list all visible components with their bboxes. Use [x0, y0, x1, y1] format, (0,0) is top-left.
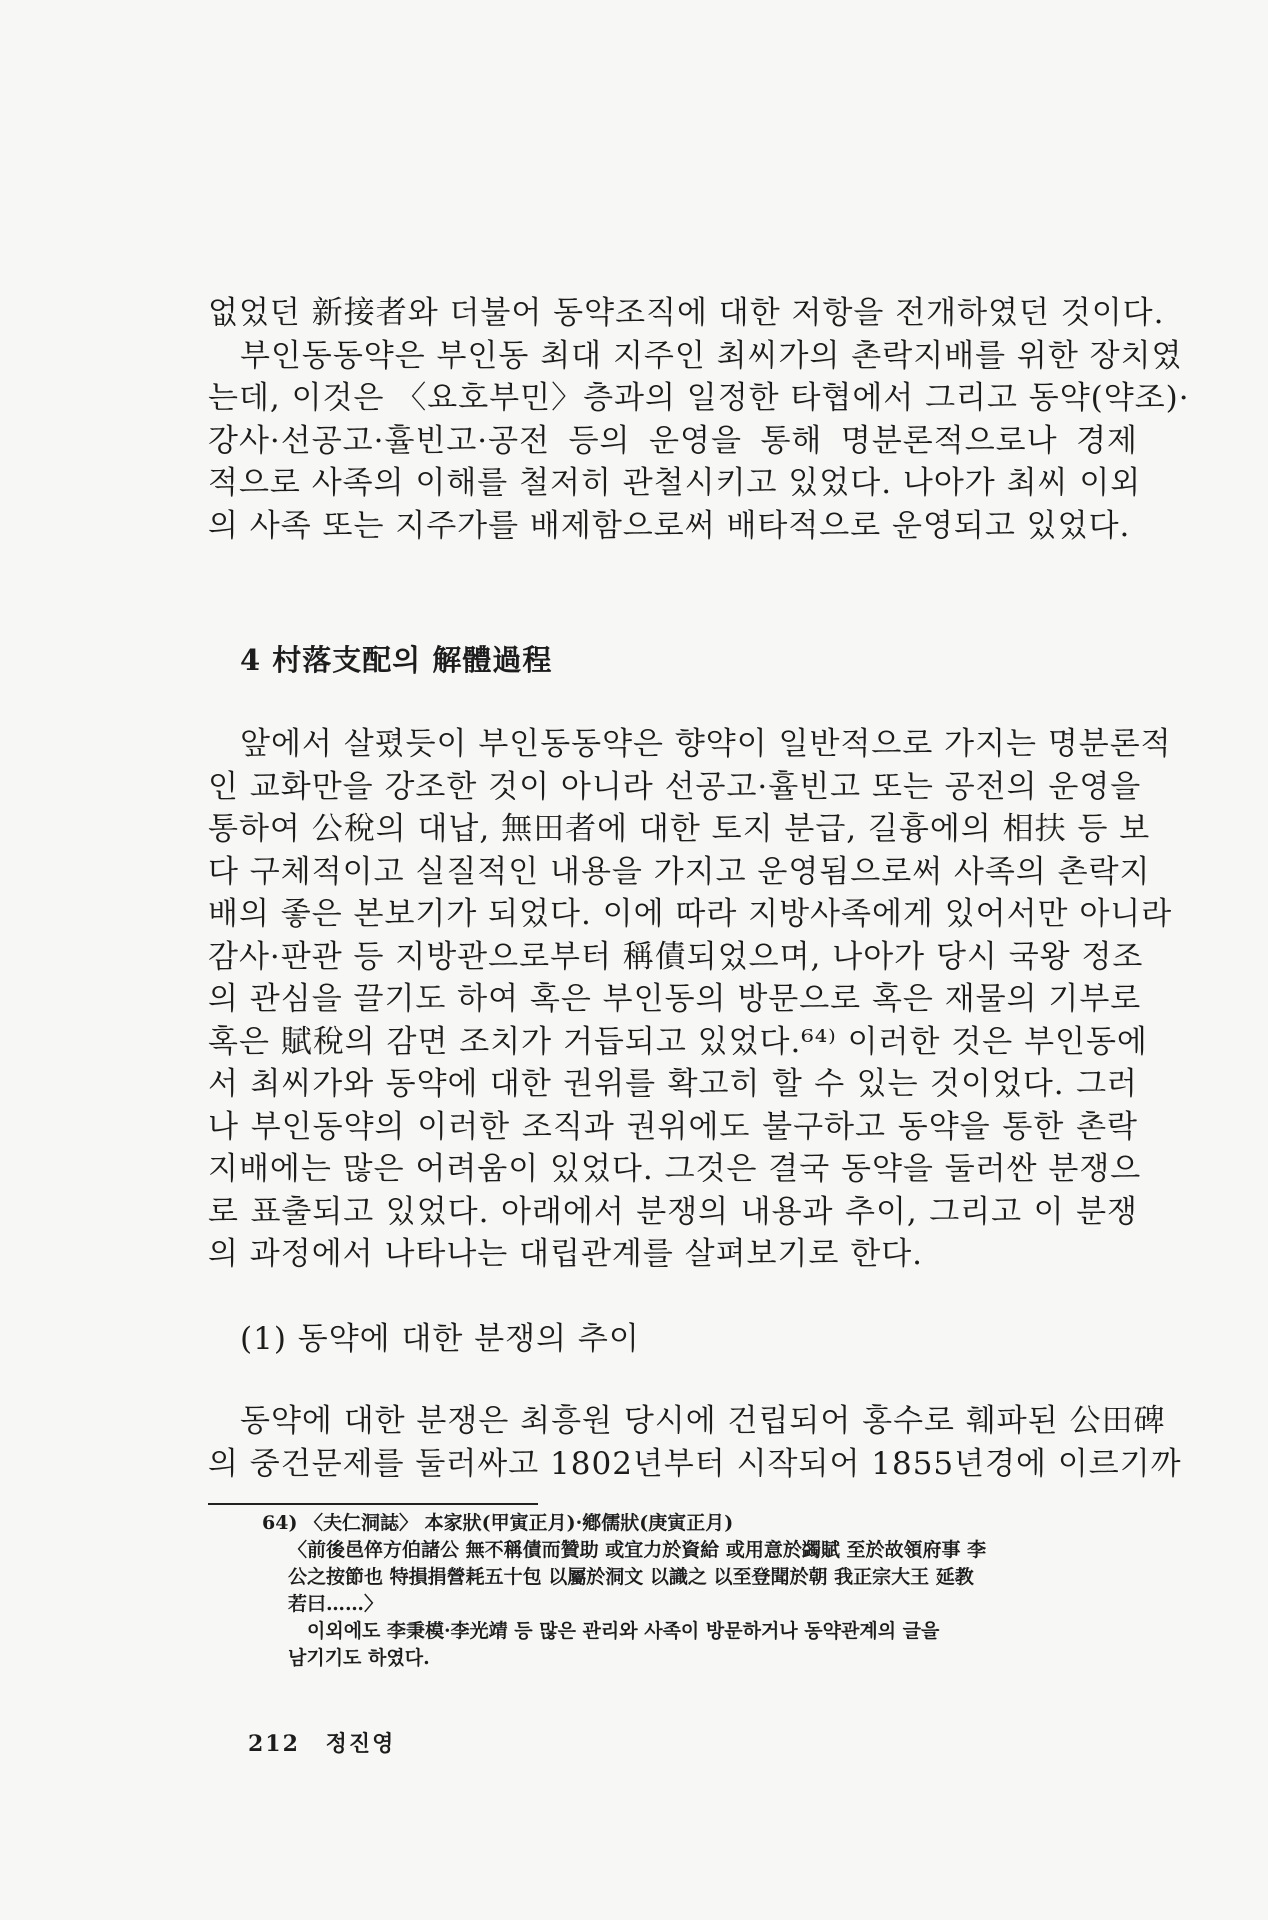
subsection-heading: (1) 동약에 대한 분쟁의 추이	[240, 1321, 640, 1357]
footnote-line: 公之按節也 特損捐營耗五十包 以屬於洞文 以識之 以至登聞於朝 我正宗大王 延教	[288, 1566, 974, 1588]
text-line: 적으로 사족의 이해를 철저히 관철시키고 있었다. 나아가 최씨 이외	[208, 465, 1142, 501]
text-line: 인 교화만을 강조한 것이 아니라 선공고·휼빈고 또는 공전의 운영을	[208, 768, 1142, 805]
text-line: 앞에서 살폈듯이 부인동동약은 향약이 일반적으로 가지는 명분론적	[208, 726, 1172, 762]
footnote	[262, 1510, 1140, 1672]
text-line: 서 최씨가와 동약에 대한 권위를 확고히 할 수 있는 것이었다. 그러	[208, 1066, 1138, 1102]
text-line: 강사·선공고·휼빈고·공전 등의 운영을 통해 명분론적으로나 경제	[208, 422, 1138, 459]
footnote-line: 이외에도 李秉模·李光靖 등 많은 관리와 사족이 방문하거나 동약관계의 글을	[288, 1620, 940, 1642]
footnote-line: 64) 〈夫仁洞誌〉 本家狀(甲寅正月)·鄕儒狀(庚寅正月)	[262, 1512, 734, 1534]
text-line: 의 사족 또는 지주가를 배제함으로써 배타적으로 운영되고 있었다.	[208, 507, 1131, 544]
sub-paragraph	[208, 1400, 1182, 1485]
footnote-line: 남기기도 하였다.	[288, 1647, 430, 1669]
text-line: 의 중건문제를 둘러싸고 1802년부터 시작되어 1855년경에 이르기까	[208, 1445, 1182, 1482]
author-name: 정진영	[325, 1731, 396, 1757]
section-heading: 4 村落支配의 解體過程	[240, 643, 553, 677]
text-line: 혹은 賦稅의 감면 조치가 거듭되고 있었다.⁶⁴⁾ 이러한 것은 부인동에	[208, 1023, 1148, 1060]
footnote-separator	[208, 1503, 538, 1505]
text-line: 는데, 이것은 〈요호부민〉층과의 일정한 타협에서 그리고 동약(약조)·	[208, 380, 1190, 416]
text-line: 부인동동약은 부인동 최대 지주인 최씨가의 촌락지배를 위한 장치였	[208, 337, 1183, 374]
main-paragraph	[208, 723, 1173, 1276]
intro-paragraph	[208, 292, 1190, 547]
text-line: 지배에는 많은 어려움이 있었다. 그것은 결국 동약을 둘러싼 분쟁으	[208, 1151, 1142, 1187]
text-line: 의 관심을 끌기도 하여 혹은 부인동의 방문으로 혹은 재물의 기부로	[208, 981, 1142, 1017]
footnote-line: 〈前後邑倅方伯諸公 無不稱債而贊助 或宜力於資給 或用意於蠲賦 至於故領府事 李	[288, 1539, 987, 1561]
text-line: 나 부인동약의 이러한 조직과 권위에도 불구하고 동약을 통한 촌락	[208, 1108, 1138, 1145]
page-footer	[248, 1727, 411, 1758]
text-line: 동약에 대한 분쟁은 최흥원 당시에 건립되어 홍수로 훼파된 公田碑	[208, 1403, 1166, 1439]
text-line: 로 표출되고 있었다. 아래에서 분쟁의 내용과 추이, 그리고 이 분쟁	[208, 1193, 1138, 1230]
text-line: 통하여 公稅의 대납, 無田者에 대한 토지 분급, 길흉에의 相扶 등 보	[208, 811, 1151, 847]
page-number: 212	[248, 1731, 300, 1757]
text-line: 배의 좋은 본보기가 되었다. 이에 따라 지방사족에게 있어서만 아니라	[208, 896, 1173, 932]
text-line: 없었던 新接者와 더불어 동약조직에 대한 저항을 전개하였던 것이다.	[208, 295, 1165, 331]
text-line: 의 과정에서 나타나는 대립관계를 살펴보기로 한다.	[208, 1236, 923, 1272]
text-line: 감사·판관 등 지방관으로부터 稱債되었으며, 나아가 당시 국왕 정조	[208, 938, 1144, 975]
footnote-line: 若曰……〉	[288, 1593, 384, 1615]
text-line: 다 구체적이고 실질적인 내용을 가지고 운영됨으로써 사족의 촌락지	[208, 853, 1151, 890]
